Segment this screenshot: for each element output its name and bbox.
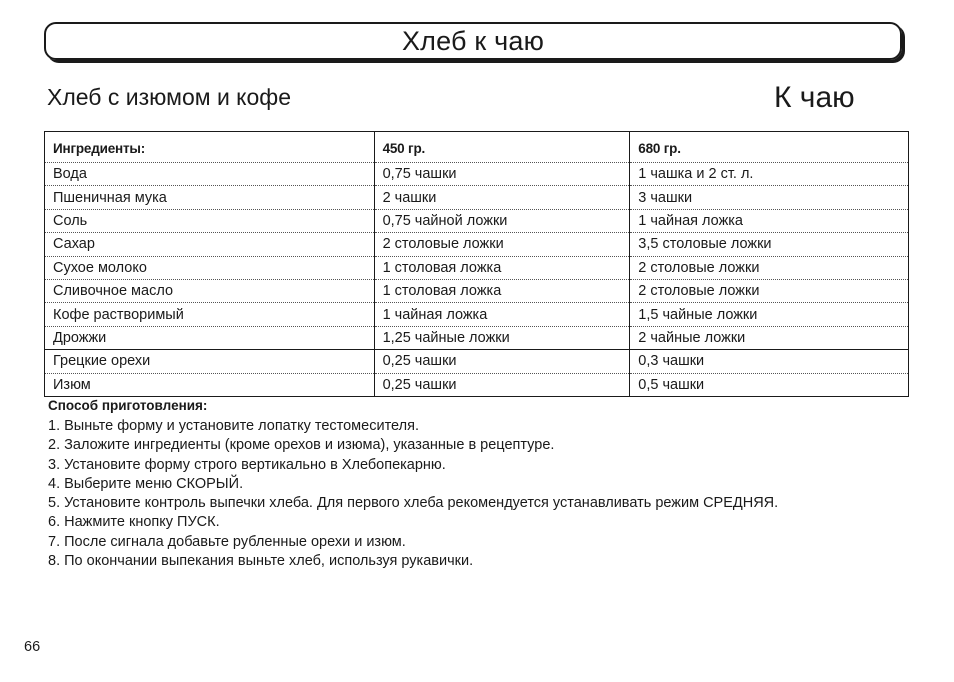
method-step: 3. Установите форму строго вертикально в Хлебопекарню. xyxy=(48,456,446,473)
method-step: 1. Выньте форму и установите лопатку тестомесителя. xyxy=(48,418,419,434)
ingredient-name: Грецкие орехи xyxy=(45,350,375,373)
amount-680g: 0,5 чашки xyxy=(630,373,909,396)
method-step: 5. Установите контроль выпечки хлеба. Для первого хлеба рекомендуется устанавливать режим СРЕДНЯЯ. xyxy=(48,495,779,512)
amount-450g: 0,75 чайной ложки xyxy=(374,209,630,232)
amount-680g: 1 чашка и 2 ст. л. xyxy=(630,163,909,186)
amount-450g: 0,75 чашки xyxy=(374,163,630,186)
amount-680g: 1,5 чайные ложки xyxy=(630,303,909,326)
method-heading: Способ приготовления: xyxy=(48,398,208,413)
amount-680g: 2 чайные ложки xyxy=(630,326,909,349)
ingredient-name: Сахар xyxy=(45,233,375,256)
ingredient-name: Кофе растворимый xyxy=(45,303,375,326)
amount-680g: 3,5 столовые ложки xyxy=(630,233,909,256)
method-steps-list xyxy=(48,417,778,571)
table-row xyxy=(45,350,909,373)
table-row xyxy=(45,209,909,232)
header-680g: 680 гр. xyxy=(630,132,909,163)
amount-450g: 1 столовая ложка xyxy=(374,279,630,302)
table-row xyxy=(45,279,909,302)
table-row xyxy=(45,326,909,349)
method-step: 4. Выберите меню СКОРЫЙ. xyxy=(48,475,244,492)
amount-450g: 1 чайная ложка xyxy=(374,303,630,326)
table-row xyxy=(45,233,909,256)
ingredient-name: Изюм xyxy=(45,373,375,396)
amount-680g: 2 столовые ложки xyxy=(630,279,909,302)
table-row xyxy=(45,163,909,186)
method-step: 7. После сигнала добавьте рубленные орехи и изюм. xyxy=(48,533,406,550)
table-row xyxy=(45,186,909,209)
method-step: 6. Нажмите кнопку ПУСК. xyxy=(48,514,220,531)
ingredient-name: Сухое молоко xyxy=(45,256,375,279)
amount-450g: 0,25 чашки xyxy=(374,350,630,373)
amount-450g: 2 чашки xyxy=(374,186,630,209)
ingredient-name: Вода xyxy=(45,163,375,186)
header-450g: 450 гр. xyxy=(374,132,630,163)
title-box xyxy=(44,22,902,60)
header-ingredients: Ингредиенты: xyxy=(45,132,375,163)
recipe-category: К чаю xyxy=(774,81,855,114)
amount-680g: 2 столовые ложки xyxy=(630,256,909,279)
ingredient-name: Дрожжи xyxy=(45,326,375,349)
ingredient-name: Пшеничная мука xyxy=(45,186,375,209)
amount-450g: 2 столовые ложки xyxy=(374,233,630,256)
table-header-row xyxy=(45,132,909,163)
page-number: 66 xyxy=(24,639,41,655)
amount-680g: 1 чайная ложка xyxy=(630,209,909,232)
amount-450g: 1,25 чайные ложки xyxy=(374,326,630,349)
recipe-name: Хлеб с изюмом и кофе xyxy=(47,84,292,110)
ingredient-name: Сливочное масло xyxy=(45,279,375,302)
amount-680g: 3 чашки xyxy=(630,186,909,209)
table-row xyxy=(45,303,909,326)
table-row xyxy=(45,256,909,279)
method-step: 2. Заложите ингредиенты (кроме орехов и изюма), указанные в рецептуре. xyxy=(48,437,555,454)
ingredient-name: Соль xyxy=(45,209,375,232)
amount-450g: 1 столовая ложка xyxy=(374,256,630,279)
amount-680g: 0,3 чашки xyxy=(630,350,909,373)
table-row xyxy=(45,373,909,396)
amount-450g: 0,25 чашки xyxy=(374,373,630,396)
ingredients-table xyxy=(44,131,909,397)
method-step: 8. По окончании выпекания выньте хлеб, используя рукавички. xyxy=(48,553,474,570)
page-title: Хлеб к чаю xyxy=(401,25,545,56)
